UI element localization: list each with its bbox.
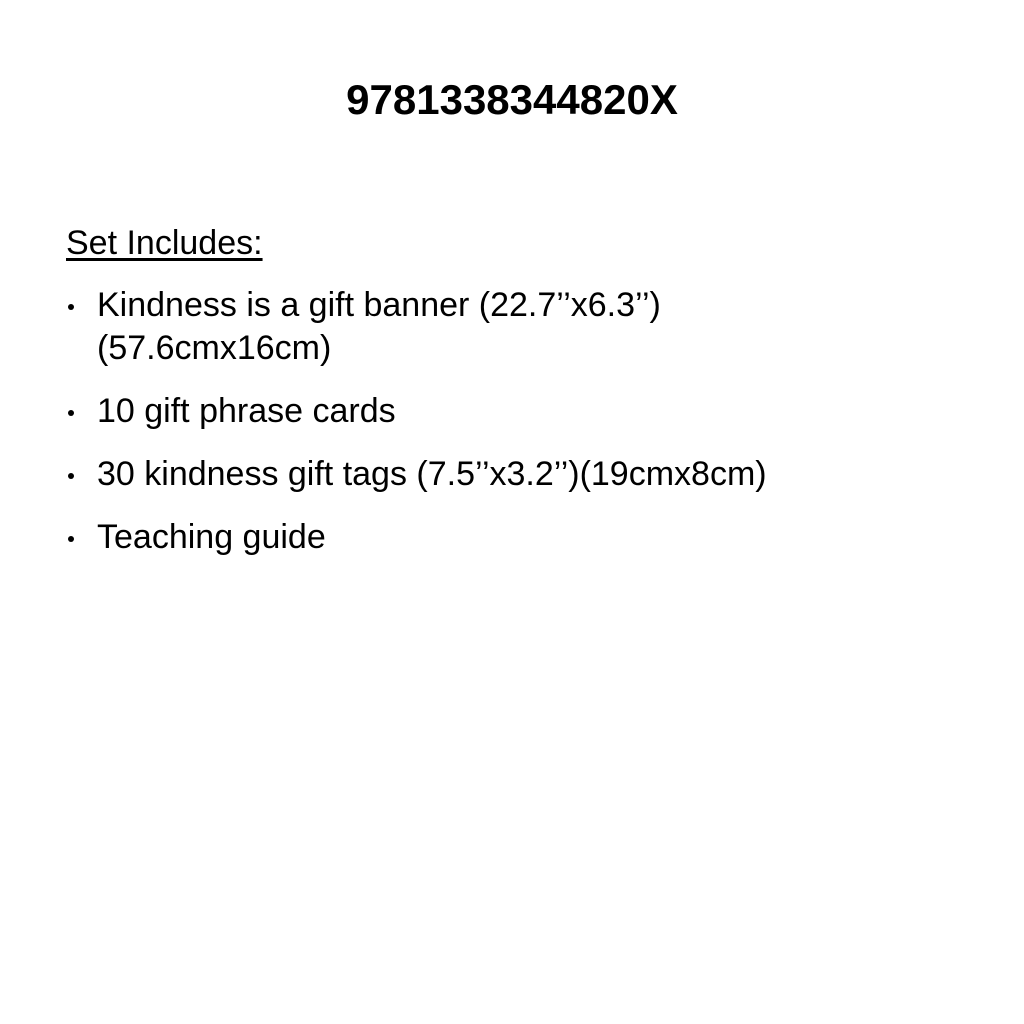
- list-item-text-continued: (57.6cmx16cm): [97, 329, 332, 367]
- list-item-text: Kindness is a gift banner (22.7’’x6.3’’): [97, 286, 661, 324]
- list-item-text: 10 gift phrase cards: [97, 392, 396, 430]
- bullet-icon: [68, 304, 74, 310]
- list-item: [66, 284, 966, 370]
- bullet-icon: [68, 536, 74, 542]
- item-list: [66, 284, 966, 579]
- list-item-text: 30 kindness gift tags (7.5’’x3.2’’)(19cmx8cm): [97, 455, 767, 493]
- list-item-text: Teaching guide: [97, 518, 326, 556]
- bullet-icon: [68, 473, 74, 479]
- section-heading: Set Includes:: [66, 224, 263, 262]
- list-item: [66, 390, 966, 433]
- list-item: [66, 516, 966, 559]
- bullet-icon: [68, 410, 74, 416]
- document-title: 9781338344820X: [346, 76, 678, 123]
- list-item: [66, 453, 966, 496]
